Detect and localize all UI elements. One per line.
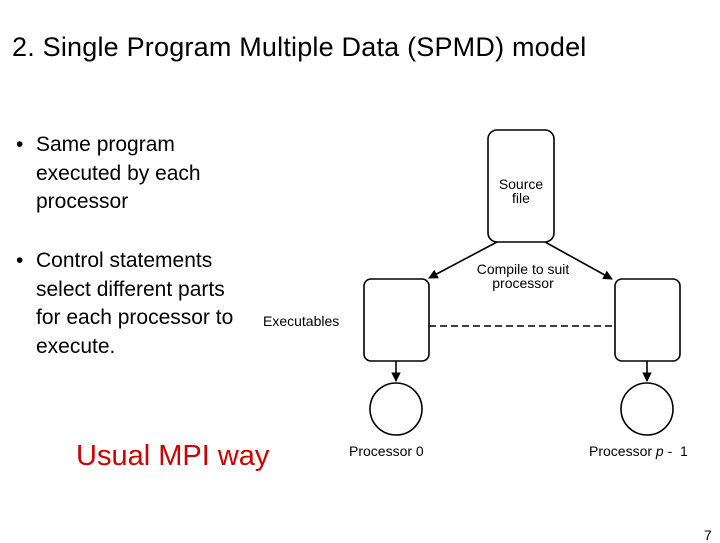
executable-box-n: [615, 279, 680, 361]
processor-n-variable: p: [655, 443, 664, 459]
processor-0-label: Processor 0: [349, 443, 424, 459]
processor-n-label: [589, 443, 688, 459]
processor-0-circle: [370, 383, 422, 435]
bullet-text: Control statements select different parts for each processor to execute.: [36, 249, 234, 358]
source-file-label-line2: file: [512, 190, 530, 206]
page-number: 7: [704, 527, 712, 543]
executables-label: Executables: [263, 313, 340, 329]
compile-label: [464, 262, 582, 290]
bullet-marker: •: [16, 133, 24, 156]
slide-title: 2. Single Program Multiple Data (SPMD) model: [12, 32, 587, 62]
processor-n-label-prefix: Processor: [589, 443, 656, 459]
source-file-label-line1: Source: [498, 176, 544, 192]
executable-box-0: [364, 279, 429, 361]
source-file-label: [488, 177, 554, 205]
processor-n-label-suffix: - 1: [663, 443, 688, 459]
compile-label-line1: Compile to suit: [476, 261, 570, 277]
bullet-marker: •: [16, 249, 24, 272]
processor-n-circle: [621, 383, 673, 435]
compile-label-line2: processor: [492, 275, 554, 291]
usual-mpi-note: Usual MPI way: [76, 440, 270, 472]
bullet-text: Same program executed by each processor: [36, 133, 201, 213]
